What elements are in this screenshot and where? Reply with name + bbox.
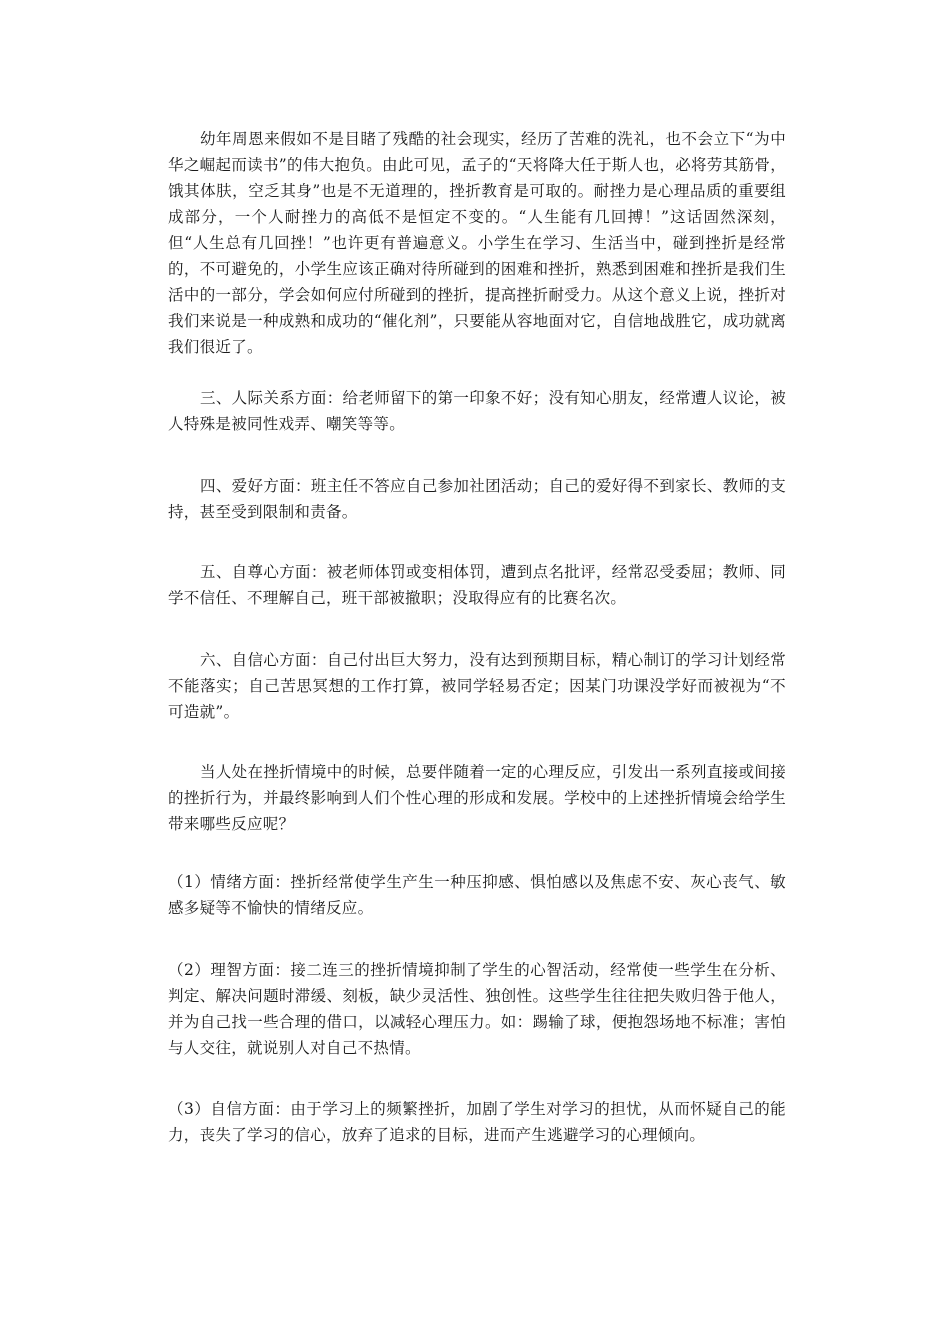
paragraph-zhou-enlai: 幼年周恩来假如不是目睹了残酷的社会现实，经历了苦难的洗礼，也不会立下“为中华之崛起而读书”的伟大抱负。由此可见，孟子的“天将降大任于斯人也，必将劳其筋骨，饿其体肤，空乏其身”也是不无道理的，挫折教育是可取的。耐挫力是心理品质的重要组成部分，一个人耐挫力的高低不是恒定不变的。“人生能有几回搏！”这话固然深刻，但“人生总有几回挫！”也许更有普遍意义。小学生在学习、生活当中，碰到挫折是经常的，不可避免的，小学生应该正确对待所碰到的困难和挫折，熟悉到困难和挫折是我们生活中的一部分，学会如何应付所碰到的挫折，提高挫折耐受力。从这个意义上说，挫折对我们来说是一种成熟和成功的“催化剂”，只要能从容地面对它，自信地战胜它，成功就离我们很近了。 bbox=[168, 130, 786, 356]
paragraph-confidence: （3）自信方面：由于学习上的频繁挫折，加剧了学生对学习的担忧，从而怀疑自己的能力，丧失了学习的信心，放弃了追求的目标，进而产生逃避学习的心理倾向。 bbox=[168, 1100, 786, 1144]
paragraph-emotion: （1）情绪方面：挫折经常使学生产生一种压抑感、惧怕感以及焦虑不安、灰心丧气、敏感多疑等不愉快的情绪反应。 bbox=[168, 873, 786, 917]
paragraph-frustration-reaction: 当人处在挫折情境中的时候，总要伴随着一定的心理反应，引发出一系列直接或间接的挫折行为，并最终影响到人们个性心理的形成和发展。学校中的上述挫折情境会给学生带来哪些反应呢？ bbox=[168, 763, 786, 833]
paragraph-hobbies: 四、爱好方面：班主任不答应自己参加社团活动；自己的爱好得不到家长、教师的支持，甚至受到限制和责备。 bbox=[168, 477, 786, 521]
paragraph-self-esteem: 五、自尊心方面：被老师体罚或变相体罚，遭到点名批评，经常忍受委屈；教师、同学不信任、不理解自己，班干部被撤职；没取得应有的比赛名次。 bbox=[168, 563, 786, 607]
paragraph-reason: （2）理智方面：接二连三的挫折情境抑制了学生的心智活动，经常使一些学生在分析、判定、解决问题时滞缓、刻板，缺少灵活性、独创性。这些学生往往把失败归咎于他人，并为自己找一些合理的借口，以减轻心理压力。如：踢输了球，便抱怨场地不标准；害怕与人交往，就说别人对自己不热情。 bbox=[168, 961, 786, 1057]
paragraph-interpersonal: 三、人际关系方面：给老师留下的第一印象不好；没有知心朋友，经常遭人议论，被人特殊是被同性戏弄、嘲笑等等。 bbox=[168, 389, 786, 433]
paragraph-self-confidence: 六、自信心方面：自己付出巨大努力，没有达到预期目标，精心制订的学习计划经常不能落实；自己苦思冥想的工作打算，被同学轻易否定；因某门功课没学好而被视为“不可造就”。 bbox=[168, 651, 786, 721]
